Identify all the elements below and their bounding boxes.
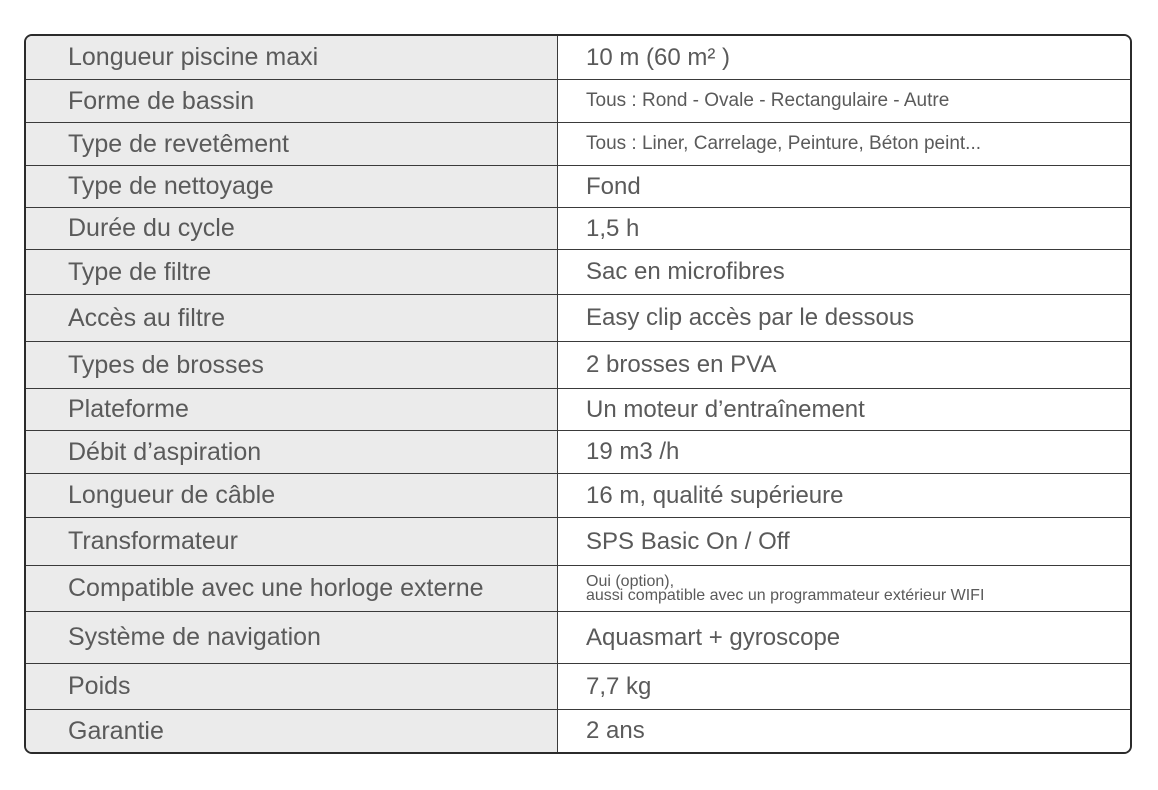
- table-row: [26, 664, 1130, 710]
- row-label: Accès au filtre: [26, 295, 558, 341]
- table-row: [26, 80, 1130, 123]
- row-value: 7,7 kg: [558, 664, 1130, 709]
- table-row: [26, 710, 1130, 752]
- table-row: [26, 474, 1130, 518]
- row-value: 2 brosses en PVA: [558, 342, 1130, 388]
- table-row: [26, 518, 1130, 566]
- row-value: 2 ans: [558, 710, 1130, 752]
- row-label: Longueur de câble: [26, 474, 558, 517]
- row-label: Transformateur: [26, 518, 558, 565]
- table-row: [26, 612, 1130, 664]
- table-row: [26, 123, 1130, 166]
- table-row: [26, 208, 1130, 250]
- row-label: Forme de bassin: [26, 80, 558, 122]
- row-value: Tous : Rond - Ovale - Rectangulaire - Autre: [558, 80, 1130, 122]
- row-value: 10 m (60 m² ): [558, 36, 1130, 79]
- row-label: Type de nettoyage: [26, 166, 558, 207]
- row-value: 19 m3 /h: [558, 431, 1130, 473]
- spec-table: [24, 34, 1132, 754]
- row-value: Easy clip accès par le dessous: [558, 295, 1130, 341]
- row-value: 16 m, qualité supérieure: [558, 474, 1130, 517]
- row-value-line-2: aussi compatible avec un programmateur extérieur WIFI: [586, 586, 985, 604]
- row-label: Système de navigation: [26, 612, 558, 663]
- row-label: Plateforme: [26, 389, 558, 430]
- row-label: Débit d’aspiration: [26, 431, 558, 473]
- table-row: [26, 566, 1130, 612]
- row-label: Longueur piscine maxi: [26, 36, 558, 79]
- table-row: [26, 342, 1130, 389]
- table-row: [26, 431, 1130, 474]
- table-row: [26, 389, 1130, 431]
- row-label: Type de filtre: [26, 250, 558, 294]
- table-row: [26, 36, 1130, 80]
- row-value: Fond: [558, 166, 1130, 207]
- row-value: Tous : Liner, Carrelage, Peinture, Béton peint...: [558, 123, 1130, 165]
- row-value: 1,5 h: [558, 208, 1130, 249]
- row-label: Compatible avec une horloge externe: [26, 566, 558, 611]
- row-label: Types de brosses: [26, 342, 558, 388]
- row-value: Un moteur d’entraînement: [558, 389, 1130, 430]
- row-label: Durée du cycle: [26, 208, 558, 249]
- row-value: Sac en microfibres: [558, 250, 1130, 294]
- row-label: Type de revetêment: [26, 123, 558, 165]
- table-row: [26, 295, 1130, 342]
- row-label: Garantie: [26, 710, 558, 752]
- row-value-line-1: Oui (option),: [586, 572, 675, 590]
- table-row: [26, 250, 1130, 295]
- row-value: Aquasmart + gyroscope: [558, 612, 1130, 663]
- row-value: [558, 566, 1130, 611]
- table-row: [26, 166, 1130, 208]
- row-label: Poids: [26, 664, 558, 709]
- row-value: SPS Basic On / Off: [558, 518, 1130, 565]
